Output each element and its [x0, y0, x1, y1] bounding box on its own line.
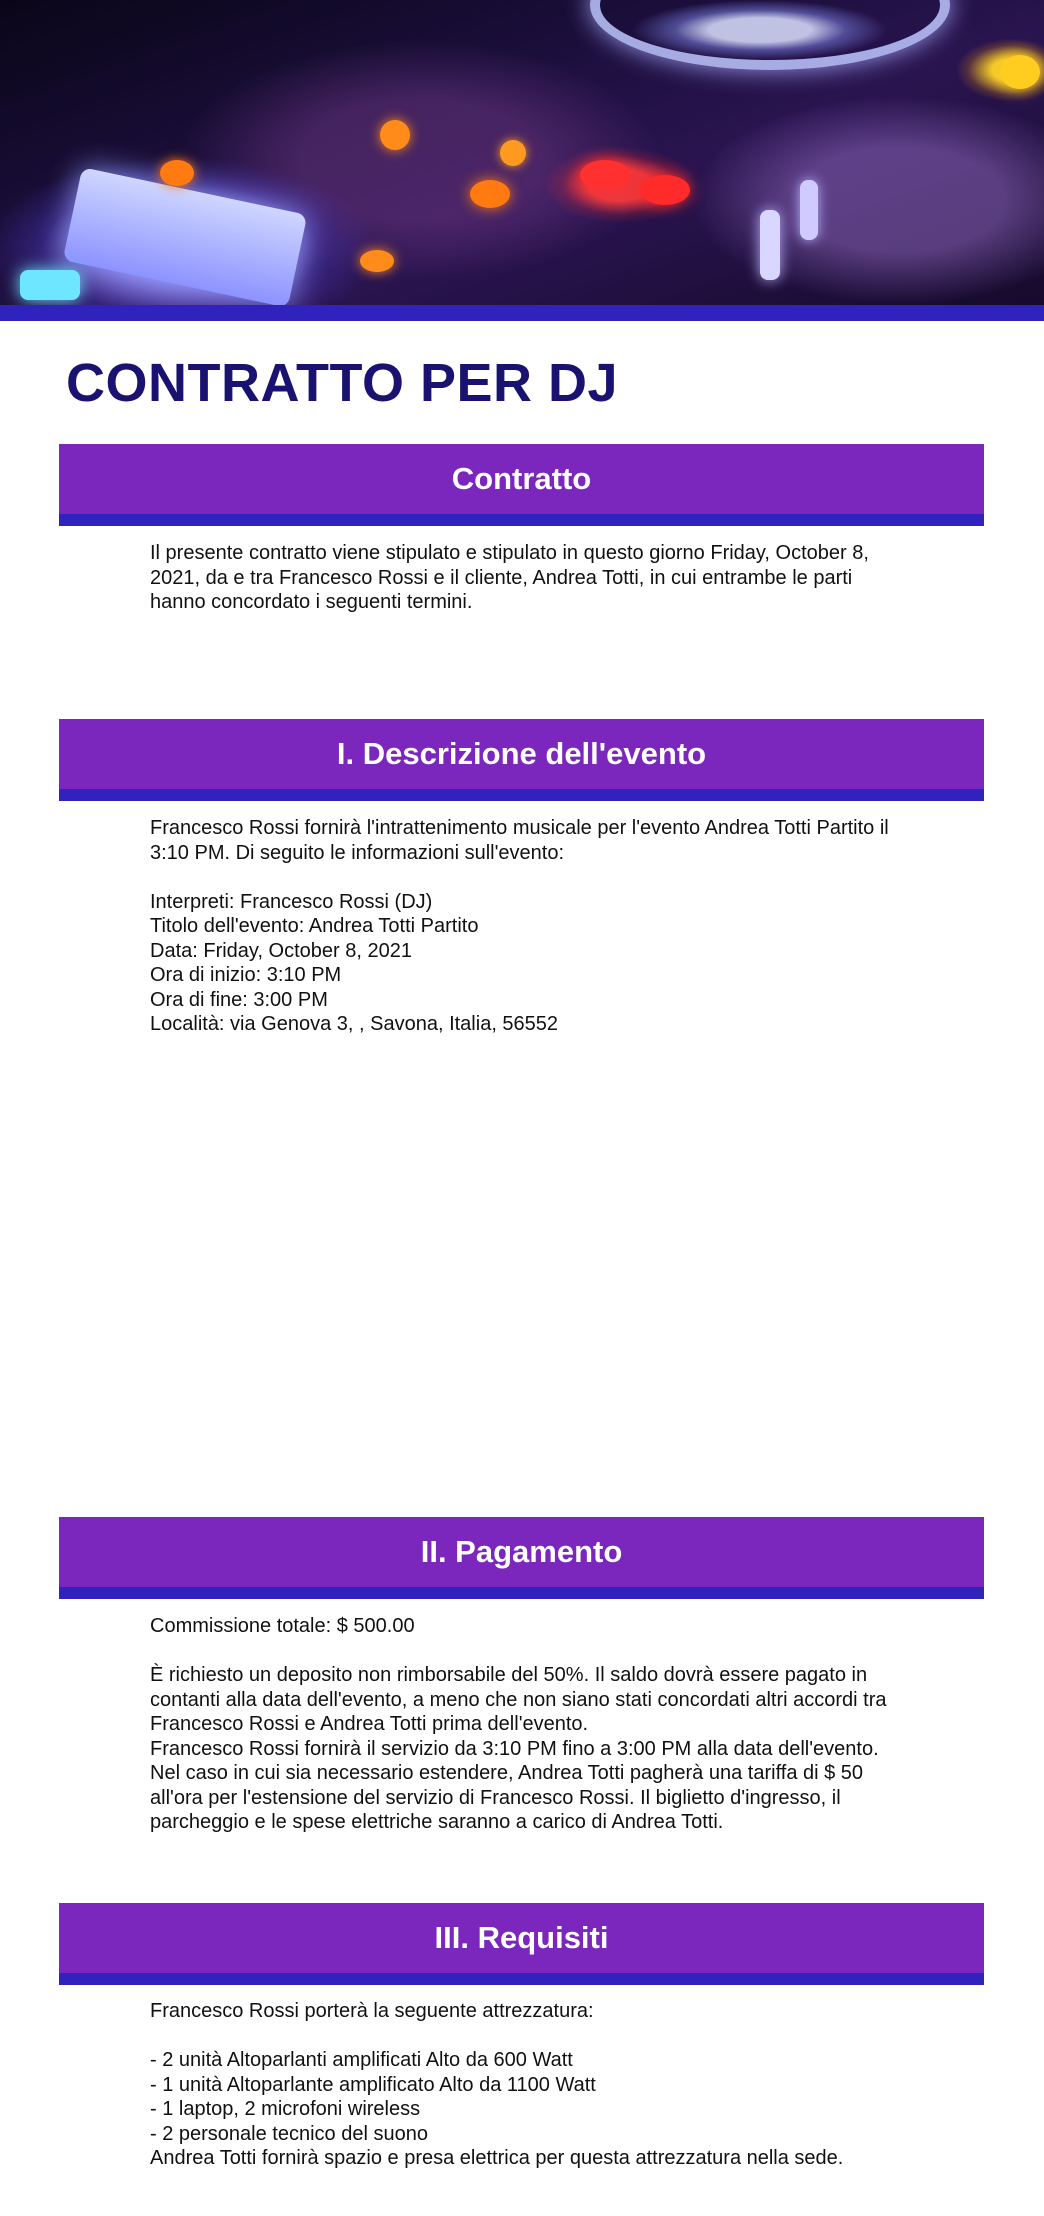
requirements-closing: Andrea Totti fornirà spazio e presa elettrica per questa attrezzatura nella sede.	[150, 2147, 844, 2169]
hero-accent-bar	[0, 305, 1044, 321]
section-header-payment	[59, 1517, 984, 1599]
turntable-light-ring	[590, 0, 950, 70]
mixer-knob	[160, 160, 194, 186]
section-body-payment	[150, 1614, 890, 1835]
mixer-pad-cyan	[20, 270, 80, 300]
payment-service: Francesco Rossi fornirà il servizio da 3:10 PM fino a 3:00 PM alla data dell'evento. Nel caso in cui sia necessario estendere, Andrea Totti pagherà una tariffa di $ 50 all'ora per l'estensione del servizio di Francesco Rossi. Il biglietto d'ingresso, il parcheggio e le spese elettriche saranno a carico di Andrea Totti.	[150, 1737, 879, 1833]
requirements-item: - 2 unità Altoparlanti amplificati Alto da 600 Watt	[150, 2049, 573, 2071]
section-body-contract	[150, 541, 890, 615]
mixer-knob	[380, 120, 410, 150]
contract-paragraph: Il presente contratto viene stipulato e stipulato in questo giorno Friday, October 8, 2021, da e tra Francesco Rossi e il cliente, Andrea Totti, in cui entrambe le parti hanno concordato i seguenti termini.	[150, 542, 869, 613]
section-heading: II. Pagamento	[420, 1534, 623, 1569]
mixer-knob	[360, 250, 394, 272]
section-header-event	[59, 719, 984, 801]
event-detail-location: Località: via Genova 3, , Savona, Italia, 56552	[150, 1013, 559, 1035]
mixer-screen-glow	[63, 167, 308, 305]
mixer-button-red	[580, 160, 630, 190]
requirements-item: - 1 laptop, 2 microfoni wireless	[150, 2098, 421, 2120]
hero-dj-mixer-image	[0, 0, 1044, 305]
payment-deposit: È richiesto un deposito non rimborsabile del 50%. Il saldo dovrà essere pagato in contanti alla data dell'evento, a meno che non siano stati concordati altri accordi tra Francesco Rossi e Andrea Totti prima dell'evento.	[150, 1664, 887, 1735]
section-heading: Contratto	[451, 461, 592, 496]
section-heading: III. Requisiti	[434, 1920, 609, 1955]
event-detail-title: Titolo dell'evento: Andrea Totti Partito	[150, 915, 479, 937]
requirements-item: - 2 personale tecnico del suono	[150, 2122, 428, 2145]
payment-total: Commissione totale: $ 500.00	[150, 1615, 415, 1637]
mixer-fader	[760, 210, 780, 280]
section-header-contract	[59, 444, 984, 526]
event-detail-date: Data: Friday, October 8, 2021	[150, 939, 412, 962]
requirements-item: - 1 unità Altoparlante amplificato Alto da 1100 Watt	[150, 2073, 596, 2096]
section-header-requirements	[59, 1903, 984, 1985]
event-detail-end-time: Ora di fine: 3:00 PM	[150, 988, 328, 1011]
mixer-knob	[470, 180, 510, 208]
mixer-fader	[800, 180, 818, 240]
event-detail-performers: Interpreti: Francesco Rossi (DJ)	[150, 890, 433, 913]
section-body-requirements	[150, 1999, 890, 2171]
event-intro: Francesco Rossi fornirà l'intrattenimento musicale per l'evento Andrea Totti Partito il 3:10 PM. Di seguito le informazioni sull'evento:	[150, 817, 889, 864]
requirements-intro: Francesco Rossi porterà la seguente attrezzatura:	[150, 2000, 594, 2022]
section-heading: I. Descrizione dell'evento	[336, 736, 707, 771]
mixer-knob	[500, 140, 526, 166]
mixer-button-red	[640, 175, 690, 205]
section-body-event	[150, 816, 890, 1037]
event-detail-start-time: Ora di inizio: 3:10 PM	[150, 964, 342, 986]
document-title: CONTRATTO PER DJ	[66, 353, 619, 413]
mixer-button-yellow	[1000, 55, 1040, 89]
